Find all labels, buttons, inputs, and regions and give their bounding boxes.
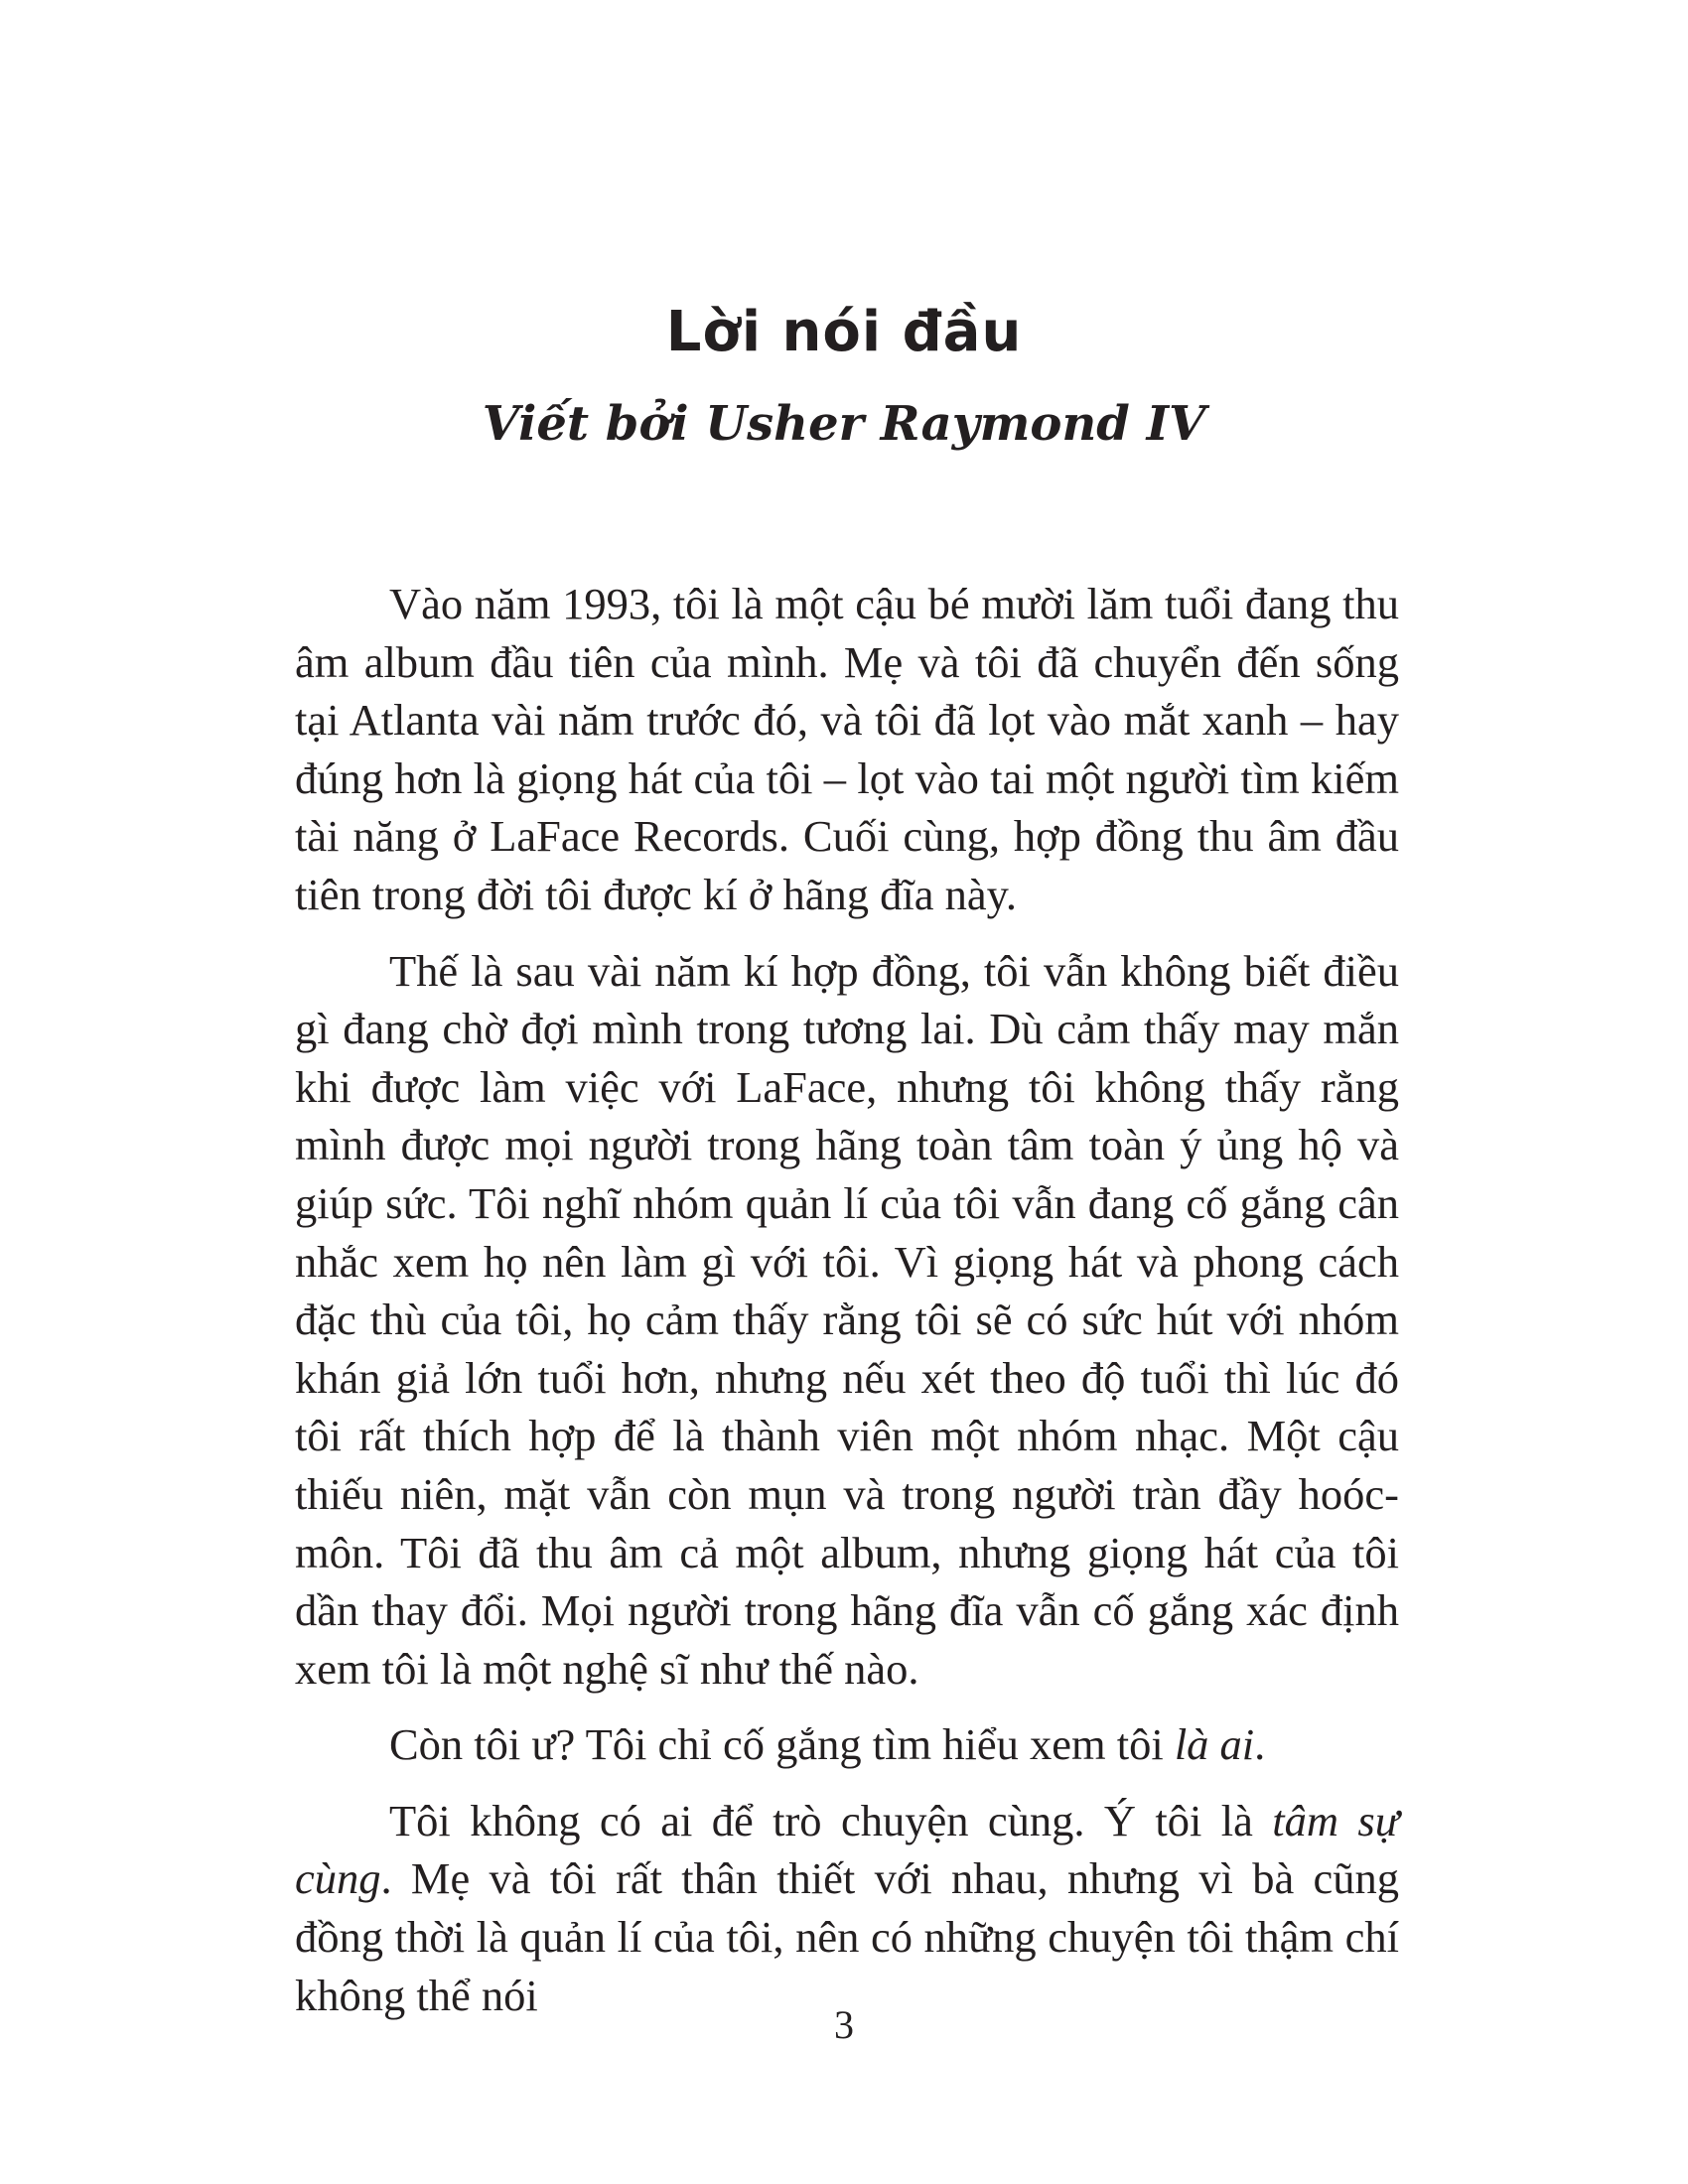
paragraph-4-end: . Mẹ và tôi rất thân thiết với nhau, nhưng vì bà cũng đồng thời là quản lí của tôi, nên có những chuyện tôi thậm chí không thể nói: [295, 1853, 1399, 2020]
paragraph-1: Vào năm 1993, tôi là một cậu bé mười lăm tuổi đang thu âm album đầu tiên của mình. Mẹ và tôi đã chuyển đến sống tại Atlanta vài năm trước đó, và tôi đã lọt vào mắt xanh – hay đúng hơn là giọng hát của tôi – lọt vào tai một người tìm kiếm tài năng ở LaFace Records. Cuối cùng, hợp đồng thu âm đầu tiên trong đời tôi được kí ở hãng đĩa này.: [295, 579, 1399, 919]
paragraph-3-end: .: [1254, 1719, 1266, 1770]
chapter-byline: Viết bởi Usher Raymond IV: [482, 396, 1206, 452]
chapter-title: Lời nói đầu: [665, 300, 1023, 364]
paragraph-4-emphasis: tâm sự cùng: [295, 1795, 1399, 1904]
body-text: [295, 575, 1399, 2024]
paragraph-4: [295, 1792, 1399, 2024]
paragraph-3-emphasis: là ai: [1174, 1719, 1255, 1770]
paragraph-3: [295, 1715, 1399, 1774]
page-number: 3: [834, 2002, 854, 2047]
paragraph-4-text: Tôi không có ai để trò chuyện cùng. Ý tôi là: [389, 1795, 1273, 1845]
paragraph-2: Thế là sau vài năm kí hợp đồng, tôi vẫn không biết điều gì đang chờ đợi mình trong tương lai. Dù cảm thấy may mắn khi được làm việc với LaFace, nhưng tôi không thấy rằng mình được mọi người trong hãng toàn tâm toàn ý ủng hộ và giúp sức. Tôi nghĩ nhóm quản lí của tôi vẫn đang cố gắng cân nhắc xem họ nên làm gì với tôi. Vì giọng hát và phong cách đặc thù của tôi, họ cảm thấy rằng tôi sẽ có sức hút với nhóm khán giả lớn tuổi hơn, nhưng nếu xét theo độ tuổi thì lúc đó tôi rất thích hợp để là thành viên một nhóm nhạc. Một cậu thiếu niên, mặt vẫn còn mụn và trong người tràn đầy hoóc-môn. Tôi đã thu âm cả một album, nhưng giọng hát của tôi dần thay đổi. Mọi người trong hãng đĩa vẫn cố gắng xác định xem tôi là một nghệ sĩ như thế nào.: [295, 945, 1399, 1694]
paragraph-3-text: Còn tôi ư? Tôi chỉ cố gắng tìm hiểu xem tôi: [389, 1719, 1175, 1770]
